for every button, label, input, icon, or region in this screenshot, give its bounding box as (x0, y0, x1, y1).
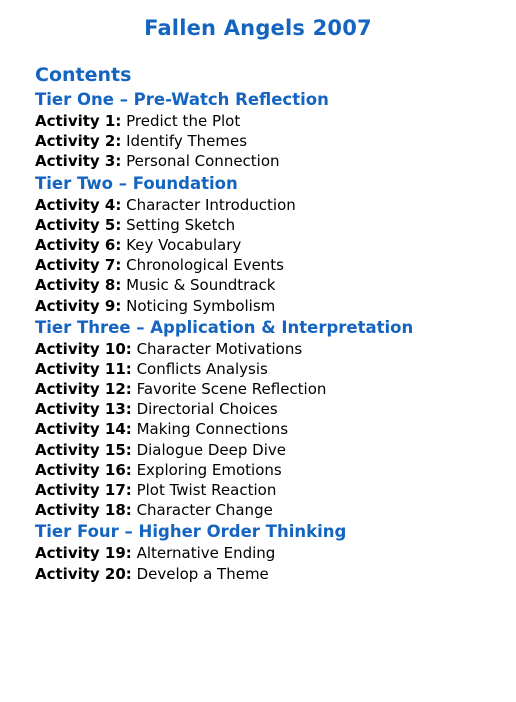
contents-heading: Contents (35, 64, 132, 86)
activity-18 (35, 500, 505, 520)
activity-2 (35, 131, 505, 151)
activity-number: Activity 11: (35, 359, 132, 378)
activity-14 (35, 419, 505, 439)
table-of-contents (35, 62, 505, 584)
activity-13 (35, 399, 505, 419)
activity-16 (35, 460, 505, 480)
activity-number: Activity 13: (35, 400, 132, 419)
activity-3 (35, 151, 505, 171)
activity-number: Activity 4: (35, 195, 122, 214)
activity-number: Activity 17: (35, 481, 132, 499)
activity-10 (35, 339, 505, 359)
activity-title: Plot Twist Reaction (136, 481, 277, 499)
activity-15 (35, 440, 505, 460)
activity-17 (35, 480, 505, 500)
activity-number: Activity 15: (35, 440, 132, 459)
activity-title: Favorite Scene Reflection (136, 380, 327, 399)
activity-number: Activity 3: (35, 152, 122, 171)
activity-title: Music & Soundtrack (126, 276, 276, 295)
activity-number: Activity 19: (35, 544, 132, 563)
activity-number: Activity 6: (35, 235, 122, 254)
activity-title: Making Connections (136, 420, 289, 439)
document-title: Fallen Angels 2007 (144, 16, 372, 40)
activity-number: Activity 5: (35, 215, 122, 234)
activity-number: Activity 20: (35, 564, 132, 583)
activity-11 (35, 359, 505, 379)
activity-5 (35, 215, 505, 235)
activity-title: Chronological Events (126, 256, 284, 275)
tier-one-heading: Tier One – Pre-Watch Reflection (35, 90, 329, 109)
activity-title: Conflicts Analysis (136, 359, 268, 378)
activity-title: Noticing Symbolism (126, 296, 276, 315)
activity-title: Setting Sketch (126, 215, 236, 234)
activity-number: Activity 12: (35, 380, 132, 399)
activity-number: Activity 2: (35, 132, 122, 151)
activity-number: Activity 16: (35, 460, 132, 479)
activity-number: Activity 10: (35, 339, 132, 358)
activity-title: Predict the Plot (126, 112, 241, 130)
activity-8 (35, 275, 505, 295)
activity-number: Activity 7: (35, 256, 122, 275)
activity-title: Key Vocabulary (126, 235, 242, 254)
tier-four-heading: Tier Four – Higher Order Thinking (35, 522, 347, 542)
activity-title: Develop a Theme (136, 564, 269, 583)
activity-title: Personal Connection (126, 152, 280, 171)
activity-6 (35, 235, 505, 255)
activity-title: Character Change (136, 501, 273, 520)
activity-number: Activity 18: (35, 501, 132, 520)
activity-title: Dialogue Deep Dive (136, 440, 286, 459)
activity-12 (35, 379, 505, 399)
tier-three-heading: Tier Three – Application & Interpretation (35, 317, 414, 337)
activity-9 (35, 296, 505, 316)
activity-19 (35, 543, 505, 563)
activity-number: Activity 9: (35, 296, 122, 315)
activity-title: Character Motivations (136, 339, 303, 358)
activity-title: Character Introduction (126, 195, 296, 214)
tier-two-heading: Tier Two – Foundation (35, 173, 238, 193)
activity-number: Activity 8: (35, 276, 122, 295)
activity-7 (35, 255, 505, 275)
activity-4 (35, 195, 505, 215)
activity-title: Identify Themes (126, 132, 248, 151)
activity-title: Exploring Emotions (136, 460, 282, 479)
activity-number: Activity 14: (35, 420, 132, 439)
activity-title: Directorial Choices (136, 400, 278, 419)
activity-number: Activity 1: (35, 112, 122, 130)
activity-20 (35, 564, 505, 584)
activity-1 (35, 111, 505, 131)
activity-title: Alternative Ending (136, 544, 276, 563)
